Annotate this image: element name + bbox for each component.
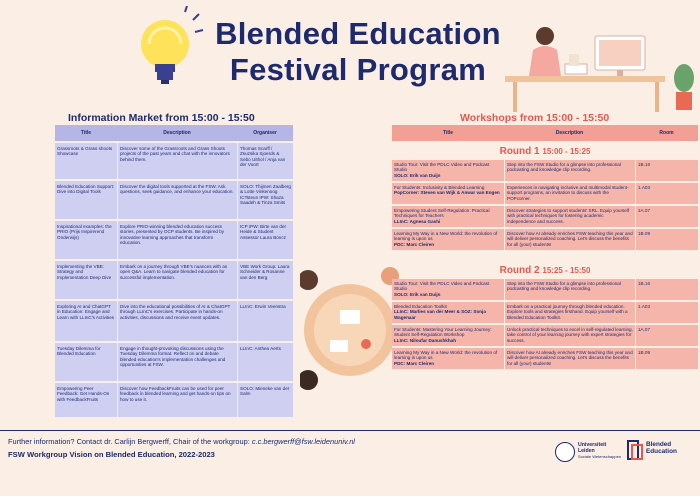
row-room: 1.A03 <box>635 302 698 323</box>
row-room: 1B.09 <box>635 229 698 250</box>
leiden-logo-text <box>578 442 621 460</box>
col-organiser: Organiser <box>253 130 277 136</box>
row-description: Discover how AI already enriches FSW teaching this year and will deliver personalized coaching. Let's discuss the benefits for all (your) students! <box>504 229 635 250</box>
table-row <box>392 348 698 371</box>
round-table-illustration <box>300 240 400 420</box>
row-description: Engage in thought-provoking discussions using the Tuesday Dilemma format. Reflect on and debate blended education's implementation challenges and opportunities at FSW. <box>117 343 237 381</box>
workshops-heading: Workshops from 15:00 - 15:50 <box>460 112 610 124</box>
contact-text: Further information? Contact dr. Carlijn Bergwerff, Chair of the workgroup: <box>8 437 252 446</box>
table-row <box>55 261 293 301</box>
workshop-title: For Students: Inclusivity & Blended Learning <box>394 185 485 190</box>
row-description: Explore PRIO-winning blended education success stories, presented by OCP students. Be inspired by innovative learning approaches that transform education. <box>117 221 237 259</box>
table-row <box>55 221 293 261</box>
row-room: 1B.09 <box>635 348 698 369</box>
row-title <box>392 279 504 300</box>
table-row <box>392 206 698 229</box>
table-row <box>392 302 698 325</box>
row-room: 1B.16 <box>635 279 698 300</box>
row-description: Embark on a journey through VBE's nuances with an open Q&A. Learn to navigate blended education for successful implementation. <box>117 261 237 299</box>
workshop-organiser: SOLO: Erik van Duijn <box>394 172 441 178</box>
row-title <box>392 229 504 250</box>
workshop-organiser: PDC: Marc Cleiren <box>394 360 435 366</box>
row-room: 1B.16 <box>635 160 698 181</box>
table-row <box>55 301 293 343</box>
title-line-1: Blended Education <box>215 16 501 51</box>
plant-icon <box>668 60 700 115</box>
contact-line <box>8 437 355 446</box>
row-description: Step into the FSW Studio for a glimpse into professional podcasting and knowledge clip recording. <box>504 279 635 300</box>
row-description: Dive into the educational possibilities of AI & ChatGPT through LLInC's exercises. Participate in hands-on activities, discussions and receive event updates. <box>117 301 237 341</box>
workshop-organiser: SOLO: Erik van Duijn <box>394 291 441 297</box>
row-description: Unlock practical techniques to excel in self-regulated learning, take control of your learning journey with expert strategies for success. <box>504 325 635 346</box>
row-title: Empowering Peer Feedback: Get Hands-On with FeedbackFruits <box>57 386 110 402</box>
workshop-title: Empowering Student Self-Regulation: Practical Techniques for Teachers <box>394 208 490 219</box>
poster-title <box>178 16 538 88</box>
table-row <box>55 181 293 221</box>
row-title <box>392 206 504 227</box>
col-description: Description <box>555 130 584 136</box>
table-row <box>392 183 698 206</box>
row-organiser: Thomas Scarff / Zsuzsika Sjoerds & Sebo Uithol / Anja van der Voort <box>237 143 293 179</box>
row-title <box>392 348 504 369</box>
info-market-table <box>55 125 293 419</box>
table-row <box>55 143 293 181</box>
row-room: 1.A03 <box>635 183 698 204</box>
leiden-seal-icon <box>555 442 575 462</box>
row-organiser: LLInC: Anthea Aerts <box>237 343 293 381</box>
vision-line: FSW Workgroup Vision on Blended Education, 2022-2023 <box>8 450 215 459</box>
workshop-organiser: LLInC: Niloufar Danushkhah <box>394 337 457 343</box>
leiden-university-logo <box>555 440 625 470</box>
row-description: Step into the FSW Studio for a glimpse into professional podcasting and knowledge clip recording. <box>504 160 635 181</box>
row-title <box>392 183 504 204</box>
col-description: Description <box>163 130 191 136</box>
row-description: Discover some of the Grassroots and Grass Shoots projects of the past years and chat with the innovators behind them. <box>117 143 237 179</box>
table-row <box>392 279 698 302</box>
row-organiser: VBE Work Group: Laura Schneider & Rosanne van den Berg <box>237 261 293 299</box>
row-title: Inspirational examples: the PRIO (Prijs Inspirerend Onderwijs) <box>57 224 112 240</box>
title-line-2: Festival Program <box>229 52 487 87</box>
table-row <box>392 325 698 348</box>
leiden-line-3: Sociale Wetenschappen <box>578 454 622 459</box>
blended-education-logo-text <box>646 441 677 456</box>
workshop-title: Blended Education Toolkit <box>394 304 447 309</box>
workshop-title: Studio Tour: Visit the PDLC Video and Podcast Studio <box>394 162 490 173</box>
table-row <box>55 343 293 383</box>
leiden-line-1: Universiteit <box>578 442 607 448</box>
round-label: Round 2 <box>499 265 540 276</box>
row-title: Implementing the VBE: Strategy and Implementation Deep Dive <box>57 264 112 280</box>
workshop-organiser: PDC: Marc Cleiren <box>394 241 435 247</box>
blended-education-mark-icon <box>627 440 643 460</box>
row-description: Embark on a practical journey through blended education. Explore tools and strategies firsthand. Equip yourself with a Blended Education Toolkit. <box>504 302 635 323</box>
workshop-organiser: LLInC: Agnesa Gashi <box>394 218 441 224</box>
row-organiser: ICP IPW: Birte van der Heide & Student Assessor Laura Boncz <box>237 221 293 259</box>
round-2-heading <box>392 262 698 279</box>
col-title: Title <box>80 130 92 136</box>
row-room: 1A.07 <box>635 206 698 227</box>
workshop-title: Learning My Way in a New World: the revolution of learning is upon us <box>394 350 498 361</box>
row-title <box>392 325 504 346</box>
row-organiser: SOLO: Thijmen Zaalberg & Lotte Vinkenoog ICTsteun IPW: Shaza Saadeh & Tinza Smits <box>237 181 293 219</box>
be-line-2: Education <box>646 448 677 456</box>
row-title: Exploring AI and ChatGPT in Education: Engage and Learn with LLInC's Activities <box>57 304 115 320</box>
row-organiser: LLInC: Erwin Veenstra <box>237 301 293 341</box>
workshops-table <box>392 125 698 371</box>
row-description: Discover strategies to support students' SRL. Equip yourself with practical techniques for fostering academic independence and success. <box>504 206 635 227</box>
row-description: Discover how AI already enriches FSW teaching this year and will deliver personalized coaching. Let's discuss the benefits for all (your) students! <box>504 348 635 369</box>
workshop-organiser: LLInC: Marlies van der Meer & SOZ: Sonja Wagenaar <box>394 309 486 320</box>
workshop-title: Studio Tour: Visit the PDLC Video and Podcast Studio <box>394 281 490 292</box>
info-market-heading: Information Market from 15:00 - 15:50 <box>68 112 255 124</box>
row-description: Discover how FeedbackFruits can be used for peer feedback in blended learning and get hands-on tips on how to use it. <box>117 383 237 417</box>
table-row <box>392 229 698 252</box>
table-row <box>392 160 698 183</box>
row-title <box>392 160 504 181</box>
row-title: Tuesday Dilemma for Blended Education <box>57 346 101 357</box>
be-line-1: Blended <box>646 441 672 448</box>
round-time: 15:25 - 15:50 <box>542 266 591 275</box>
leiden-line-2: Leiden <box>578 448 595 454</box>
col-title: Title <box>442 130 454 136</box>
row-organiser: SOLO: Mieneke van der Salm <box>237 383 293 417</box>
round-time: 15:00 - 15:25 <box>542 147 591 156</box>
workshop-organiser: PopCorner: Steven van Wijk & Anwar van Engen <box>394 190 500 196</box>
col-room: Room <box>659 130 674 136</box>
workshop-title: Learning My Way in a New World: the revolution of learning is upon us <box>394 231 498 242</box>
row-title <box>392 302 504 323</box>
info-market-header-row <box>55 125 293 143</box>
workshops-header-row <box>392 125 698 143</box>
row-title: Blended Education Support: Dive into Digital Tools <box>57 184 115 195</box>
blended-education-logo <box>627 438 699 468</box>
contact-email-link[interactable]: c.c.bergwerff@fsw.leidenuniv.nl <box>251 437 355 446</box>
row-title: Grassroots & Grass shoots Showcase <box>57 146 113 157</box>
row-description: Discover the digital tools supported at the FSW. Ask questions, seek guidance, and enhance your education. <box>117 181 237 219</box>
workshop-title: For Students: Mastering Your Learning Journey: Student Self-Regulation Workshop <box>394 327 492 338</box>
row-room: 1A.07 <box>635 325 698 346</box>
round-1-heading <box>392 143 698 160</box>
row-description: Experiences in navigating inclusive and multimodal student-support programs, an invitation to discuss with the POPcorner. <box>504 183 635 204</box>
round-label: Round 1 <box>499 146 540 157</box>
table-row <box>55 383 293 419</box>
